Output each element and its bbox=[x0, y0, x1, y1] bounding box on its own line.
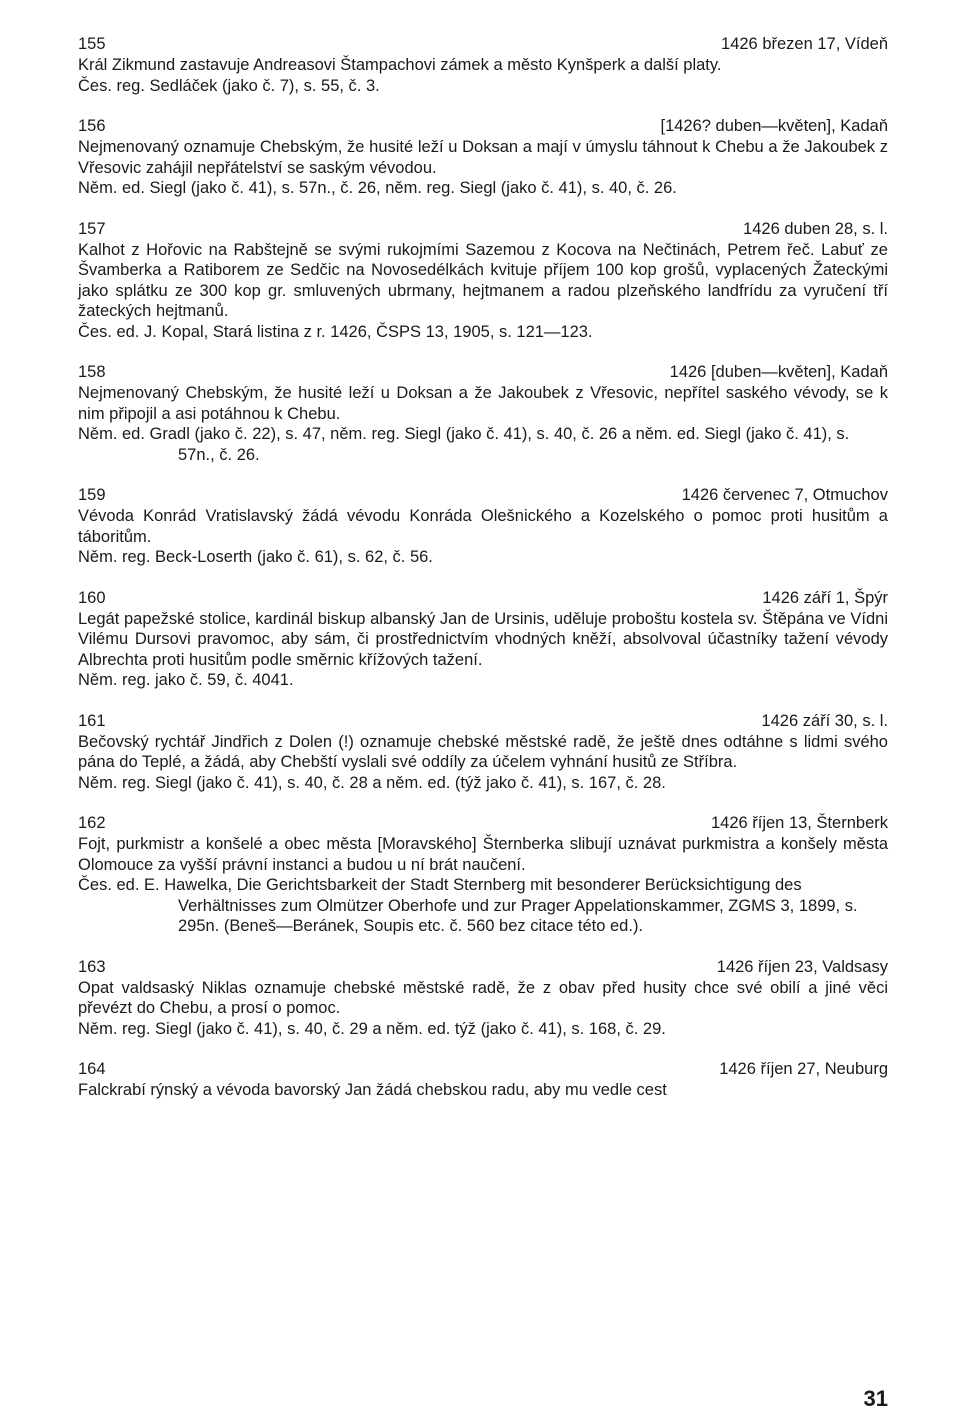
entry-source: Něm. reg. Siegl (jako č. 41), s. 40, č. 29 a něm. ed. týž (jako č. 41), s. 168, č. 29. bbox=[78, 1019, 666, 1038]
entry-text: Bečovský rychtář Jindřich z Dolen (!) oznamuje chebské městské radě, že ještě dnes odtáhne s lidmi svého pána do Teplé, a žádá, aby Chebští vyslali své oddíly za účelem vyhnání husitů ze Stříbra. bbox=[78, 732, 888, 771]
entry-text: Nejmenovaný Chebským, že husité leží u Doksan a že Jakoubek z Vřesovic, nepřítel saského vévody, se k nim připojil a asi potáhnou k Chebu. bbox=[78, 384, 888, 423]
entry-date: 1426 říjen 13, Šternberk bbox=[710, 814, 888, 832]
entry-number: 157 bbox=[78, 219, 106, 238]
entry-number: 161 bbox=[78, 711, 106, 730]
entry bbox=[78, 813, 888, 937]
entry-source: Něm. reg. Siegl (jako č. 41), s. 40, č. 28 a něm. ed. (týž jako č. 41), s. 167, č. 28. bbox=[78, 773, 666, 792]
entry-date: 1426 duben 28, s. l. bbox=[743, 219, 888, 238]
entry bbox=[78, 711, 888, 794]
entry bbox=[78, 957, 888, 1040]
entry-text: Vévoda Konrád Vratislavský žádá vévodu Konráda Olešnického a Kozelského o pomoc proti husitům a táboritům. bbox=[78, 507, 888, 546]
entry-date: 1426 září 30, s. l. bbox=[761, 711, 888, 730]
entry-date: [1426? duben—květen], Kadaň bbox=[660, 117, 888, 135]
entry-text: Falckrabí rýnský a vévoda bavorský Jan žádá chebskou radu, aby mu vedle cest bbox=[78, 1081, 667, 1099]
entry-source: Něm. ed. Siegl (jako č. 41), s. 57n., č. 26, něm. reg. Siegl (jako č. 41), s. 40, č. 26. bbox=[78, 179, 677, 197]
entry-date: 1426 [duben—květen], Kadaň bbox=[669, 363, 888, 381]
entry bbox=[78, 219, 888, 343]
entry-number: 160 bbox=[78, 588, 106, 607]
document-page bbox=[78, 34, 888, 1121]
entry-header bbox=[78, 485, 888, 506]
entry-date: 1426 březen 17, Vídeň bbox=[721, 35, 888, 53]
entry-text: Fojt, purkmistr a konšelé a obec města [Moravského] Šternberka slibují uznávat purkmistra a konšely města Olomouce za vyšší právní instanci a budou u ní brát naučení. bbox=[78, 835, 888, 874]
entry bbox=[78, 1059, 888, 1101]
entry-text: Král Zikmund zastavuje Andreasovi Štampachovi zámek a město Kynšperk a další platy. bbox=[78, 56, 722, 74]
entry-number: 164 bbox=[78, 1060, 106, 1078]
entry-source: Něm. reg. Beck-Loserth (jako č. 61), s. 62, č. 56. bbox=[78, 548, 433, 566]
entry bbox=[78, 34, 888, 96]
entry-header bbox=[78, 957, 888, 978]
entry bbox=[78, 588, 888, 691]
entry-date: 1426 říjen 23, Valdsasy bbox=[716, 957, 888, 976]
page-number: 31 bbox=[863, 1386, 888, 1411]
entry-text: Legát papežské stolice, kardinál biskup albanský Jan de Ursinis, uděluje proboštu kostela sv. Štěpána ve Vídni Vilému Dursovi pravomoc, aby sám, či prostřednictvím vhodných kněží, absolvoval účastníky tažení vévody Albrechta proti husitům podle směrnic křížových tažení. bbox=[78, 609, 888, 669]
entry-header bbox=[78, 1059, 888, 1080]
entry-header bbox=[78, 588, 888, 609]
entry-source: Čes. ed. J. Kopal, Stará listina z r. 1426, ČSPS 13, 1905, s. 121—123. bbox=[78, 322, 593, 341]
entry bbox=[78, 485, 888, 568]
entry-number: 162 bbox=[78, 814, 106, 832]
entry bbox=[78, 362, 888, 465]
entry-number: 155 bbox=[78, 35, 106, 53]
entry-number: 163 bbox=[78, 957, 106, 976]
entry-header bbox=[78, 362, 888, 383]
entry-number: 156 bbox=[78, 117, 106, 135]
entry-text: Opat valdsaský Niklas oznamuje chebské městské radě, že z obav před husity chce své obilí a jiné věci převézt do Chebu, a prosí o pomoc. bbox=[78, 978, 888, 1017]
entry-header bbox=[78, 116, 888, 137]
entry-date: 1426 červenec 7, Otmuchov bbox=[681, 486, 888, 504]
entry-source: Něm. ed. Gradl (jako č. 22), s. 47, něm. reg. Siegl (jako č. 41), s. 40, č. 26 a něm. ed. Siegl (jako č. 41), s. 57n., č. 26. bbox=[78, 425, 850, 464]
entry-source: Čes. reg. Sedláček (jako č. 7), s. 55, č. 3. bbox=[78, 76, 380, 95]
entry-header bbox=[78, 711, 888, 732]
entry-date: 1426 září 1, Špýr bbox=[762, 588, 888, 607]
entry-number: 158 bbox=[78, 363, 106, 381]
entry-source: Čes. ed. E. Hawelka, Die Gerichtsbarkeit der Stadt Sternberg mit besonderer Berücksichtigung des Verhältnisses zum Olmützer Oberhofe und zur Prager Appelationskammer, ZGMS 3, 1899, s. 295n. (Beneš—Beránek, Soupis etc. č. 560 bez citace této ed.). bbox=[78, 876, 858, 935]
entry-text: Nejmenovaný oznamuje Chebským, že husité leží u Doksan a mají v úmyslu táhnout k Chebu a že Jakoubek z Vřesovic zahájil nepřátelství se saským vévodou. bbox=[78, 138, 888, 177]
entry-source: Něm. reg. jako č. 59, č. 4041. bbox=[78, 671, 294, 689]
entry-header bbox=[78, 813, 888, 834]
entry-text: Kalhot z Hořovic na Rabštejně se svými rukojmími Sazemou z Kocova na Nečtinách, Petrem řeč. Labuť ze Švamberka a Ratiborem ze Sedčic na Novosedélkách kvituje příjem 100 kop grošů, vyplacených Žateckými jako splátku ze 300 kop gr. smluvených ubrmany, hejtmanem a radou plzeňského landfrídu za vyručení tří žateckých hejtmanů. bbox=[78, 240, 888, 320]
entry-header bbox=[78, 219, 888, 240]
entry-number: 159 bbox=[78, 486, 106, 504]
entry bbox=[78, 116, 888, 199]
entry-header bbox=[78, 34, 888, 55]
entry-date: 1426 říjen 27, Neuburg bbox=[719, 1060, 888, 1078]
